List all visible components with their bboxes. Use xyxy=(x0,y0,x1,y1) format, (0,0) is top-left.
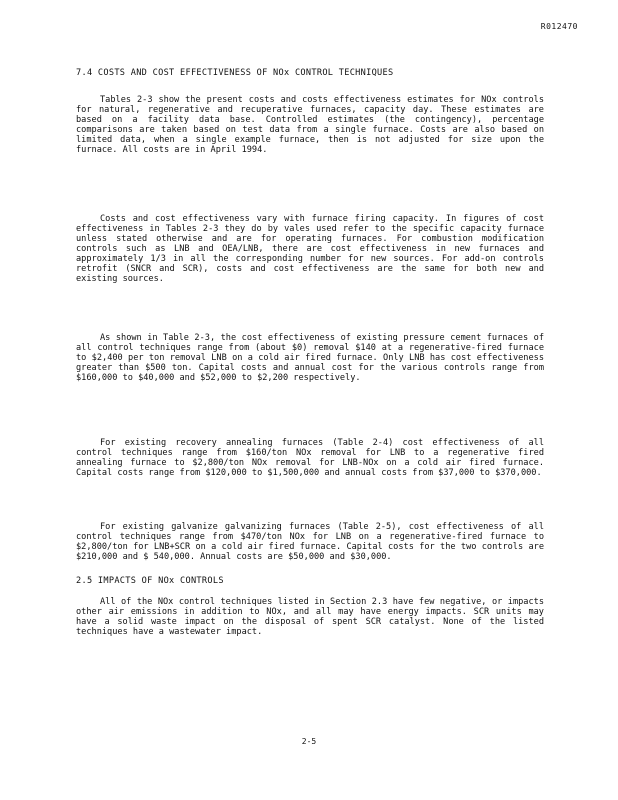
section-heading-costs: 7.4 COSTS AND COST EFFECTIVENESS OF NOx CONTROL TECHNIQUES xyxy=(76,68,394,78)
paragraph-container-furnaces: As shown in Table 2-3, the cost effectiveness of existing pressure cement furnaces of all control techniques range from (about $0) removal $140 at a regenerative-fired furnace to $2,400 per ton removal LNB on a cold air fired furnace. Only LNB has cost effectiveness greater than $500 ton. Capital costs and annual cost for the various controls range from $160,000 to $40,000 and $52,000 to $2,200 respectively. xyxy=(76,333,544,383)
paragraph-galvanizing-furnaces: For existing galvanize galvanizing furnaces (Table 2-5), cost effectiveness of all control techniques range from $470/ton NOx for LNB on a regenerative-fired furnace to $2,800/ton for LNB+SCR on a cold air fired furnace. Capital costs for the two controls are $210,000 and $ 540,000. Annual costs are $50,000 and $30,000. xyxy=(76,522,544,562)
section-heading-impacts: 2.5 IMPACTS OF NOx CONTROLS xyxy=(76,576,224,586)
paragraph-impacts: All of the NOx control techniques listed in Section 2.3 have few negative, or impacts other air emissions in addition to NOx, and all may have energy impacts. SCR units may have a solid waste impact on the disposal of spent SCR catalyst. None of the listed techniques have a wastewater impact. xyxy=(76,597,544,637)
paragraph-cost-estimates: Tables 2-3 show the present costs and costs effectiveness estimates for NOx controls for natural, regenerative and recuperative furnaces, capacity day. These estimates are based on a facility data base. Controlled estimates (the contingency), percentage comparisons are taken based on test data from a single furnace. Costs are also based on limited data, when a single example furnace, then is not adjusted for size upon the furnace. All costs are in April 1994. xyxy=(76,95,544,155)
document-id: R012470 xyxy=(540,22,578,31)
paragraph-annealing-furnaces: For existing recovery annealing furnaces (Table 2-4) cost effectiveness of all control techniques range from $160/ton NOx removal for LNB to a regenerative fired annealing furnace to $2,800/ton NOx removal for LNB-NOx on a cold air fired furnace. Capital costs range from $120,000 to $1,500,000 and annual costs from $37,000 to $370,000. xyxy=(76,438,544,478)
paragraph-cost-capacity: Costs and cost effectiveness vary with furnace firing capacity. In figures of cost effectiveness in Tables 2-3 they do by vales used refer to the specific capacity furnace unless stated otherwise and are for operating furnaces. For combustion modification controls such as LNB and OEA/LNB, there are cost effectiveness in new furnaces and approximately 1/3 in all the corresponding number for new sources. For add-on controls retrofit (SNCR and SCR), costs and cost effectiveness are the same for both new and existing sources. xyxy=(76,214,544,284)
page-number: 2-5 xyxy=(301,737,317,746)
